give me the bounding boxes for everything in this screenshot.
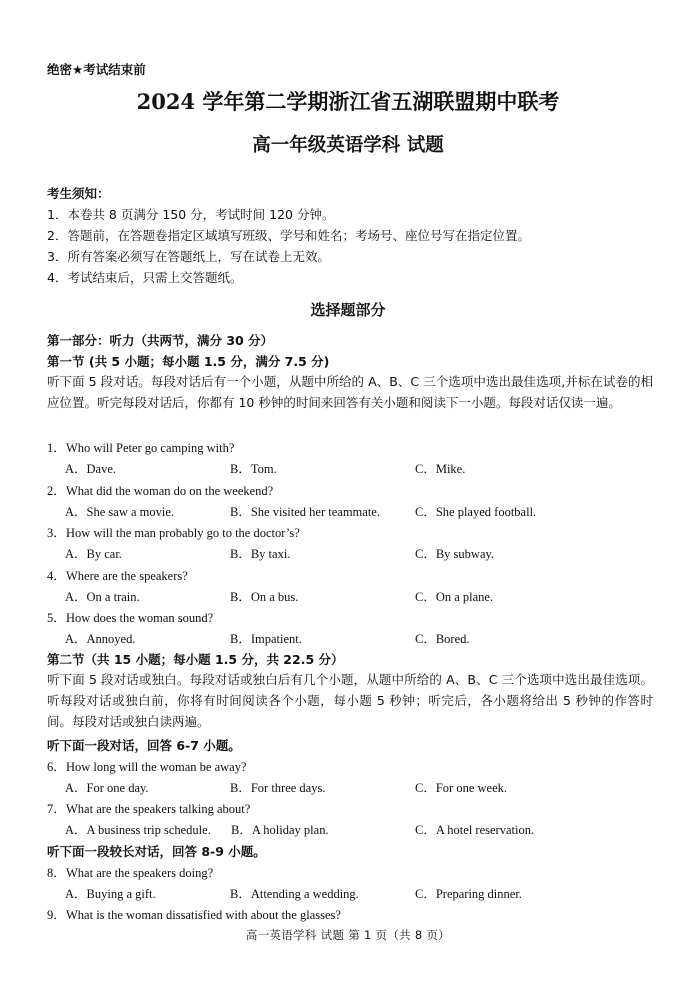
option-c: C．She played football. [415, 505, 537, 519]
question-number: 4． [47, 569, 66, 583]
question-8 [47, 863, 213, 881]
question-6 [47, 757, 247, 775]
options-7 [65, 820, 625, 838]
question-number: 7． [47, 802, 66, 816]
question-7 [47, 799, 250, 817]
question-text: Who will Peter go camping with? [66, 441, 235, 455]
option-b: B．For three days. [230, 781, 326, 795]
option-c: C．For one week. [415, 781, 507, 795]
question-text: How long will the woman be away? [66, 760, 247, 774]
part1-sub1-instructions: 听下面 5 段对话。每段对话后有一个小题，从题中所给的 A、B、C 三个选项中选出最佳选项,并标在试卷的相应位置。听完每段对话后，你都有 10 秒钟的时间来回答有关小题和阅读下一小题。每段对话仅读一遍。 [47, 374, 653, 410]
question-number: 6． [47, 760, 66, 774]
section-title: 选择题部分 [310, 301, 386, 319]
notice-item: 2．答题前，在答题卷指定区域填写班级、学号和姓名；考场号、座位号写在指定位置。 [47, 228, 530, 243]
question-text: What are the speakers doing? [66, 866, 214, 880]
question-text: What is the woman dissatisfied with about the glasses? [66, 908, 341, 922]
notice-heading: 考生须知： [47, 186, 110, 201]
option-c: C．A hotel reservation. [415, 823, 535, 837]
option-a: A．Dave. [65, 462, 117, 476]
question-3 [47, 523, 300, 541]
question-number: 9． [47, 908, 66, 922]
option-b: B．Attending a wedding. [230, 887, 359, 901]
question-4 [47, 566, 188, 584]
question-text: How will the man probably go to the doctor’s? [66, 526, 300, 540]
part1-sub1-heading: 第一节 (共 5 小题；每小题 1.5 分，满分 7.5 分) [47, 354, 330, 369]
confidential-label: 绝密★考试结束前 [47, 62, 146, 77]
question-1 [47, 438, 234, 456]
question-number: 3． [47, 526, 66, 540]
part1-heading: 第一部分：听力（共两节，满分 30 分） [47, 333, 274, 348]
option-c: C．Bored. [415, 632, 470, 646]
question-text: What did the woman do on the weekend? [66, 484, 274, 498]
option-a: A．Buying a gift. [65, 887, 156, 901]
options-1 [65, 459, 625, 477]
options-3 [65, 544, 625, 562]
options-4 [65, 587, 625, 605]
question-9 [47, 905, 341, 923]
question-2 [47, 481, 273, 499]
question-number: 8． [47, 866, 66, 880]
group-heading-6-7: 听下面一段对话，回答 6-7 小题。 [47, 738, 241, 753]
question-text: Where are the speakers? [66, 569, 188, 583]
option-a: A．On a train. [65, 590, 140, 604]
notice-item: 1．本卷共 8 页满分 150 分，考试时间 120 分钟。 [47, 207, 335, 222]
options-8 [65, 884, 625, 902]
notice-item: 4．考试结束后，只需上交答题纸。 [47, 270, 243, 285]
part1-sub2-heading: 第二节（共 15 小题；每小题 1.5 分，共 22.5 分） [47, 652, 344, 667]
option-b: B．Impatient. [230, 632, 302, 646]
option-c: C．Mike. [415, 462, 466, 476]
option-a: A．Annoyed. [65, 632, 136, 646]
option-c: C．On a plane. [415, 590, 494, 604]
question-number: 5． [47, 611, 66, 625]
question-number: 1． [47, 441, 66, 455]
notice-item: 3．所有答案必须写在答题纸上，写在试卷上无效。 [47, 249, 330, 264]
option-b: B．A holiday plan. [231, 823, 329, 837]
question-text: How does the woman sound? [66, 611, 214, 625]
exam-title: 2024 学年第二学期浙江省五湖联盟期中联考 [136, 89, 560, 114]
option-a: A．She saw a movie. [65, 505, 175, 519]
option-c: C．Preparing dinner. [415, 887, 522, 901]
option-a: A．By car. [65, 547, 122, 561]
option-b: B．Tom. [230, 462, 277, 476]
options-6 [65, 778, 625, 796]
options-5 [65, 629, 625, 647]
option-b: B．On a bus. [230, 590, 299, 604]
group-heading-8-9: 听下面一段较长对话，回答 8-9 小题。 [47, 844, 266, 859]
page-footer: 高一英语学科 试题 第 1 页（共 8 页） [245, 928, 451, 942]
question-number: 2． [47, 484, 66, 498]
part1-sub2-instructions: 听下面 5 段对话或独白。每段对话或独白后有几个小题，从题中所给的 A、B、C 三个选项中选出最佳选项。听每段对话或独白前，你将有时间阅读各个小题，每小题 5 秒钟；听完后，各小题将给出 5 秒钟的作答时间。每段对话或独白读两遍。 [47, 672, 653, 729]
option-a: A．For one day. [65, 781, 149, 795]
question-5 [47, 608, 213, 626]
options-2 [65, 502, 625, 520]
option-a: A．A business trip schedule. [65, 823, 211, 837]
option-b: B．By taxi. [230, 547, 291, 561]
exam-subtitle: 高一年级英语学科 试题 [252, 135, 444, 156]
option-b: B．She visited her teammate. [230, 505, 380, 519]
question-text: What are the speakers talking about? [66, 802, 251, 816]
option-c: C．By subway. [415, 547, 495, 561]
